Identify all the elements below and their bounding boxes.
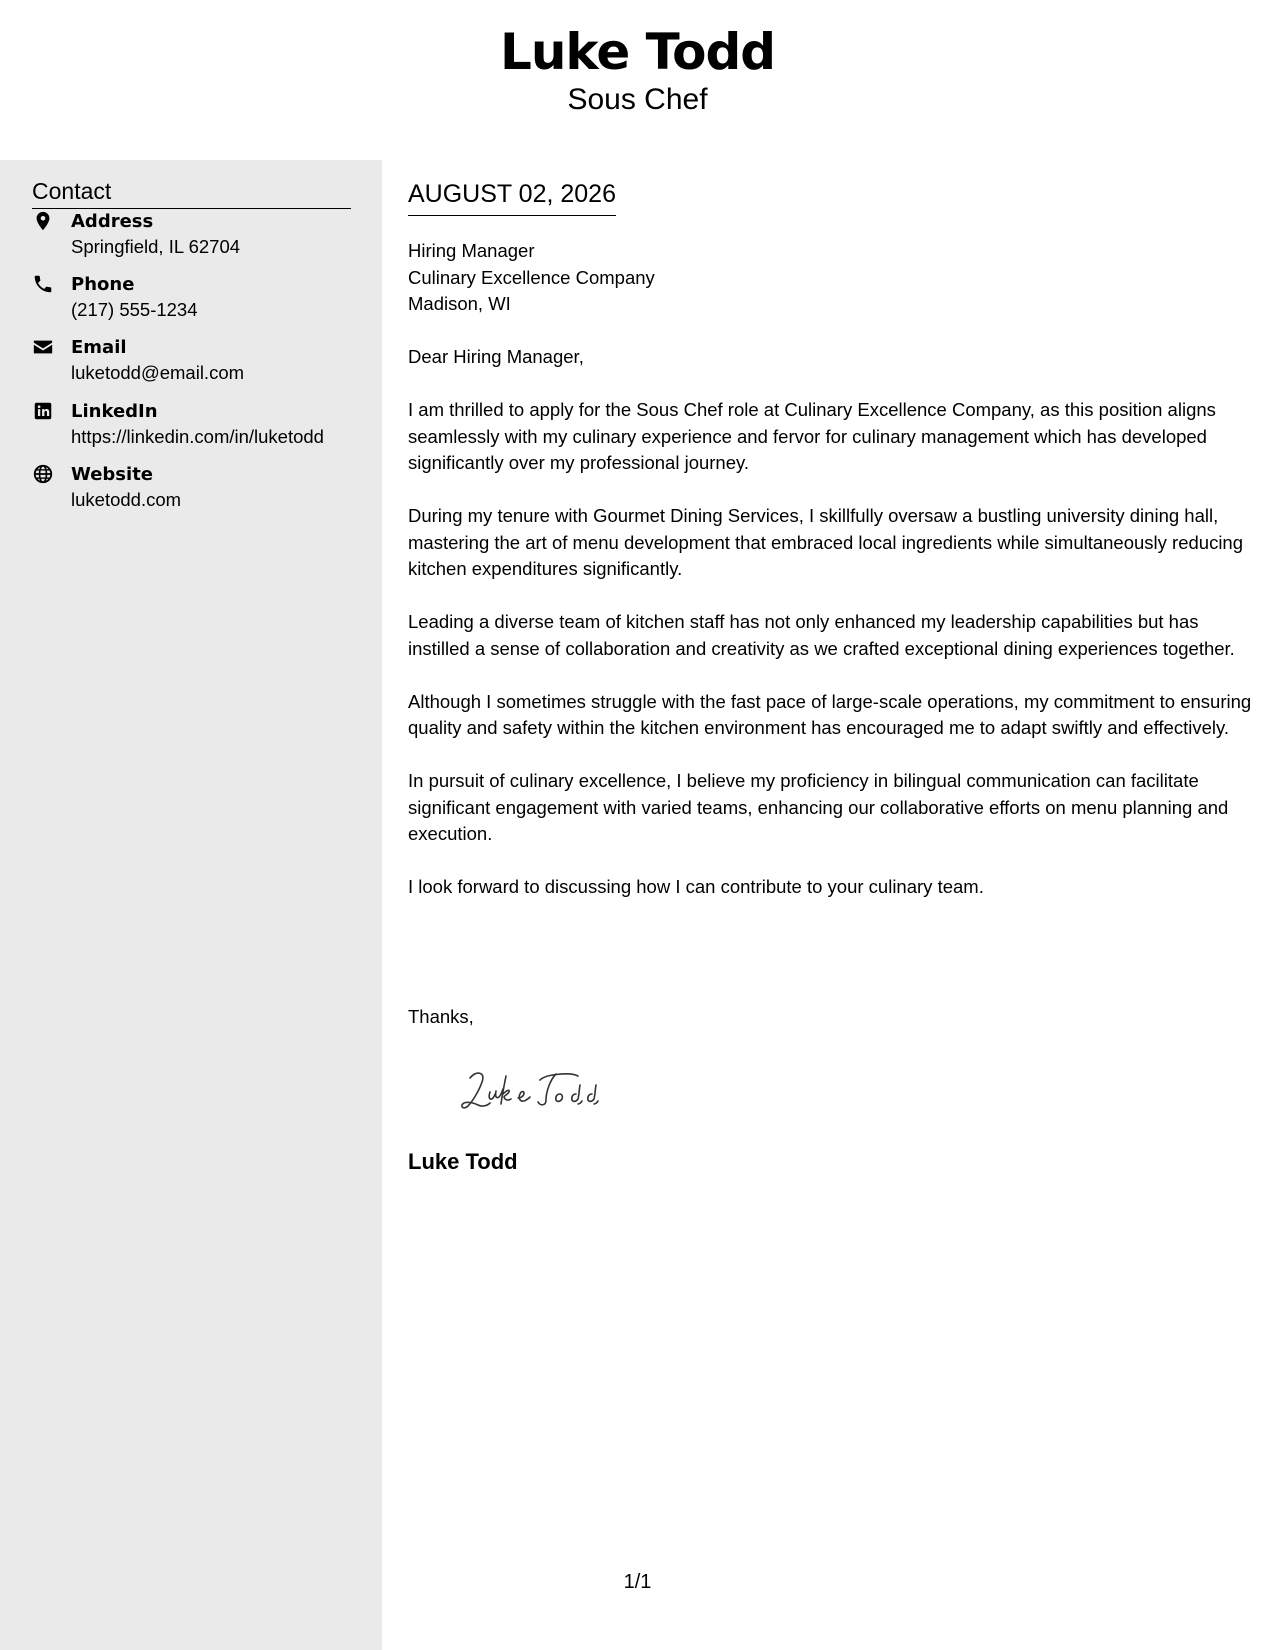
contact-label: Phone — [71, 274, 135, 295]
paragraph: I am thrilled to apply for the Sous Chef role at Culinary Excellence Company, as this position aligns seamlessly with my culinary experience and fervor for culinary management which has developed significantly over my professional journey. — [408, 399, 1216, 473]
letter-date: AUGUST 02, 2026 — [408, 179, 616, 216]
contact-label: LinkedIn — [71, 401, 158, 422]
contact-value: (217) 555-1234 — [71, 299, 198, 320]
paragraph: I look forward to discussing how I can contribute to your culinary team. — [408, 876, 984, 897]
contact-sidebar — [0, 160, 382, 1650]
greeting: Dear Hiring Manager, — [408, 346, 584, 367]
linkedin-icon — [32, 400, 54, 422]
contact-value[interactable]: https://linkedin.com/in/luketodd — [71, 426, 324, 447]
contact-value: Springfield, IL 62704 — [71, 236, 241, 257]
recipient-line: Culinary Excellence Company — [408, 266, 655, 288]
contact-heading: Contact — [32, 177, 351, 209]
map-pin-icon — [32, 210, 54, 232]
recipient-line: Hiring Manager — [408, 240, 535, 261]
closing: Thanks, — [408, 1006, 474, 1027]
envelope-icon — [32, 336, 54, 358]
paragraph: Leading a diverse team of kitchen staff has not only enhanced my leadership capabilities but has instilled a sense of collaboration and creativity as we crafted exceptional dining experiences together. — [408, 611, 1235, 659]
phone-icon — [32, 273, 54, 295]
paragraph: Although I sometimes struggle with the fast pace of large-scale operations, my commitment to ensuring quality and safety within the kitchen environment has encouraged me to adapt swiftly and effectively. — [408, 690, 1252, 738]
recipient-block — [408, 238, 655, 318]
recipient-line: Madison, WI — [408, 293, 511, 314]
letter-header — [0, 0, 1275, 160]
letter-text — [408, 344, 1253, 927]
signed-name: Luke Todd — [408, 1149, 518, 1174]
applicant-name: Luke Todd — [499, 23, 776, 81]
contact-value[interactable]: luketodd.com — [71, 489, 182, 510]
job-title: Sous Chef — [567, 83, 708, 116]
contact-label: Address — [71, 211, 154, 232]
paragraph: During my tenure with Gourmet Dining Services, I skillfully oversaw a bustling university dining hall, mastering the art of menu development that embraced local ingredients while simultaneously reducing kitchen expenditures significantly. — [408, 505, 1244, 579]
globe-icon — [32, 463, 54, 485]
handwritten-signature — [456, 1060, 636, 1120]
page-number: 1/1 — [623, 1571, 652, 1593]
contact-value: luketodd@email.com — [71, 362, 245, 383]
paragraph: In pursuit of culinary excellence, I believe my proficiency in bilingual communication can facilitate significant engagement with varied teams, enhancing our collaborative efforts on menu planning and execution. — [408, 770, 1229, 844]
contact-label: Email — [71, 337, 127, 358]
contact-label: Website — [71, 464, 154, 485]
